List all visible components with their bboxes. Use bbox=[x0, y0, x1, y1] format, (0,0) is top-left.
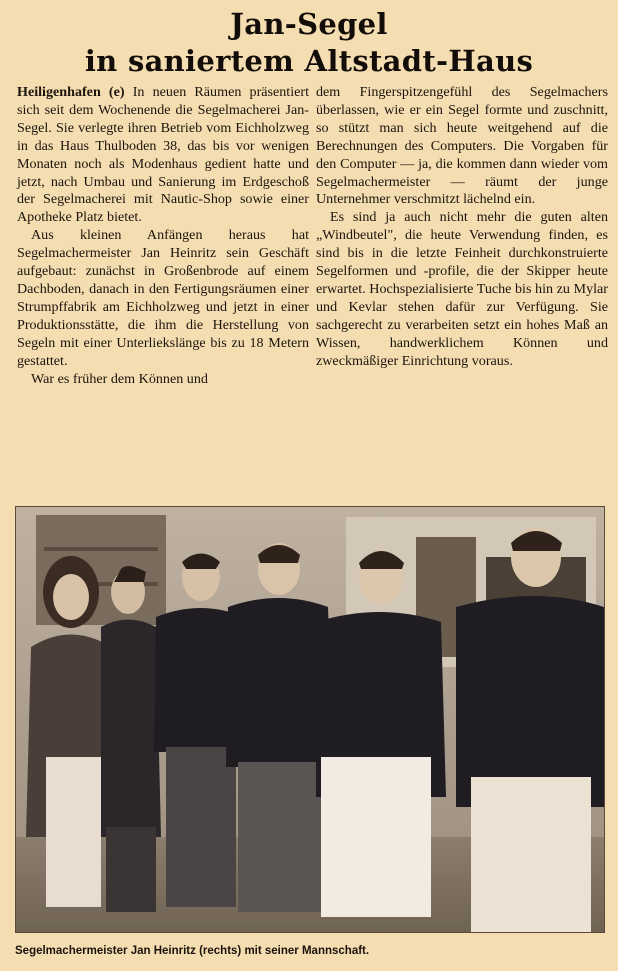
team-photo bbox=[15, 506, 605, 933]
paragraph-1 bbox=[17, 84, 309, 227]
headline bbox=[0, 6, 618, 80]
paragraph-5: Es sind ja auch nicht mehr die guten alten „Windbeutel", die heute Verwendung finden, es sind bis in die letzte Feinheit durchkonstruierte Segelformen und -profile, die der Skipper heute erwartet. Hochspezialisierte Tuche bis hin zu Mylar und Kevlar stehen dafür zur Verfügung. Sie sachgerecht zu verarbeiten setzt ein hohes Maß an Wissen, handwerklichem Können und zweckmäßiger Einrichtung voraus. bbox=[316, 209, 608, 369]
paragraph-1-text: In neuen Räumen präsentiert sich seit dem Wochenende die Segelmacherei Jan-Segel. Sie verlegte ihren Betrieb vom Eichholzweg in das Haus Thulboden 38, das bis vor wenigen Monaten noch als Modenhaus gedient hatte und jetzt, nach Umbau und Sanierung im Erdgeschoß der Segelmacherei mit Nautic-Shop sowie einer Apotheke Platz bietet. bbox=[17, 84, 309, 226]
paragraph-4: dem Fingerspitzengefühl des Segelmachers überlassen, wie er ein Segel formte und zuschnitt, so stützt man sich heute weitgehend auf die Berechnungen des Computers. Die Vorgaben für den Computer — ja, die kommen dann wieder vom Segelmachermeister — räumt der junge Unternehmer verschmitzt lächelnd ein. bbox=[316, 84, 608, 208]
dateline: Heiligenhafen (e) bbox=[17, 84, 125, 100]
photo-caption: Segelmachermeister Jan Heinritz (rechts) mit seiner Mannschaft. bbox=[15, 945, 370, 957]
headline-line-2: in saniertem Altstadt-Haus bbox=[84, 44, 534, 78]
paragraph-3: War es früher dem Können und bbox=[31, 370, 208, 387]
headline-line-1: Jan-Segel bbox=[230, 7, 388, 41]
team-photo-illustration bbox=[16, 507, 604, 932]
article-column-left bbox=[17, 84, 309, 388]
paragraph-2: Aus kleinen Anfängen heraus hat Segelmachermeister Jan Heinritz sein Geschäft aufgebaut: zunächst in Großenbrode auf einem Dachboden, danach in den Fertigungsräumen einer Strumpffabrik am Eichholzweg und jetzt in einer Produktionsstätte, die ihm die Herstellung von Segeln mit einer Unterliekslänge bis zu 18 Metern gestattet. bbox=[17, 227, 309, 369]
article-column-right bbox=[316, 84, 608, 371]
